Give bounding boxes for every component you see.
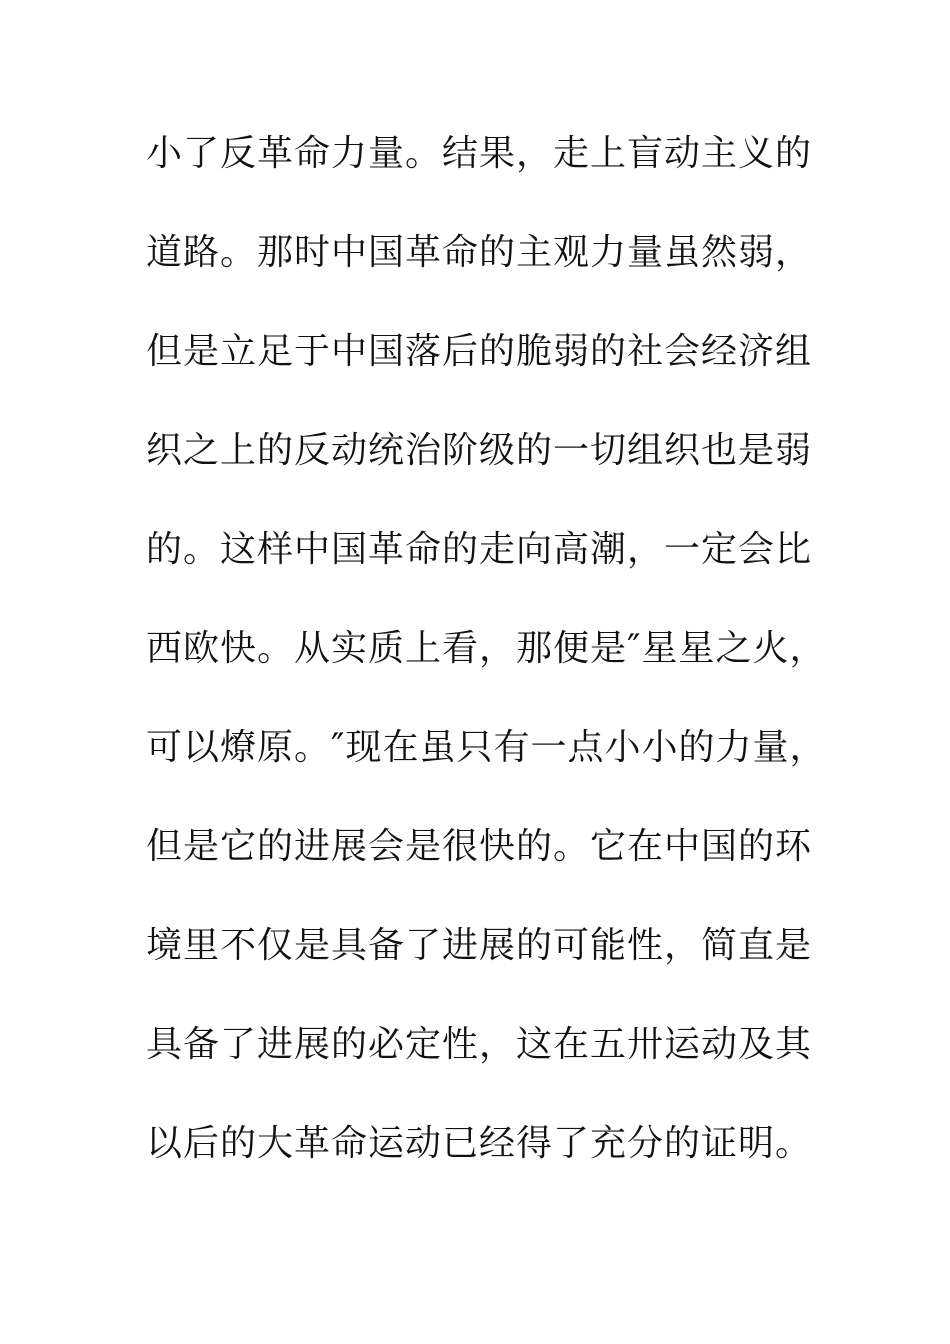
- text-line-8: 但是它的进展会是很快的。它在中国的环: [146, 826, 813, 867]
- text-line-7: 可以燎原。″现在虽只有一点小小的力量，: [146, 727, 827, 768]
- text-line-9: 境里不仅是具备了进展的可能性，简直是: [146, 925, 813, 966]
- text-line-5: 的。这样中国革命的走向高潮，一定会比: [146, 529, 813, 570]
- text-line-11: 以后的大革命运动已经得了充分的证明。: [146, 1123, 813, 1164]
- text-line-10: 具备了进展的必定性，这在五卅运动及其: [146, 1024, 813, 1065]
- text-line-3: 但是立足于中国落后的脆弱的社会经济组: [146, 331, 813, 372]
- text-line-4: 织之上的反动统治阶级的一切组织也是弱: [146, 430, 813, 471]
- text-line-1: 小了反革命力量。结果，走上盲动主义的: [146, 133, 813, 174]
- body-text: [146, 124, 826, 1213]
- text-line-6: 西欧快。从实质上看，那便是″星星之火，: [146, 628, 827, 669]
- text-line-2: 道路。那时中国革命的主观力量虽然弱，: [146, 232, 813, 273]
